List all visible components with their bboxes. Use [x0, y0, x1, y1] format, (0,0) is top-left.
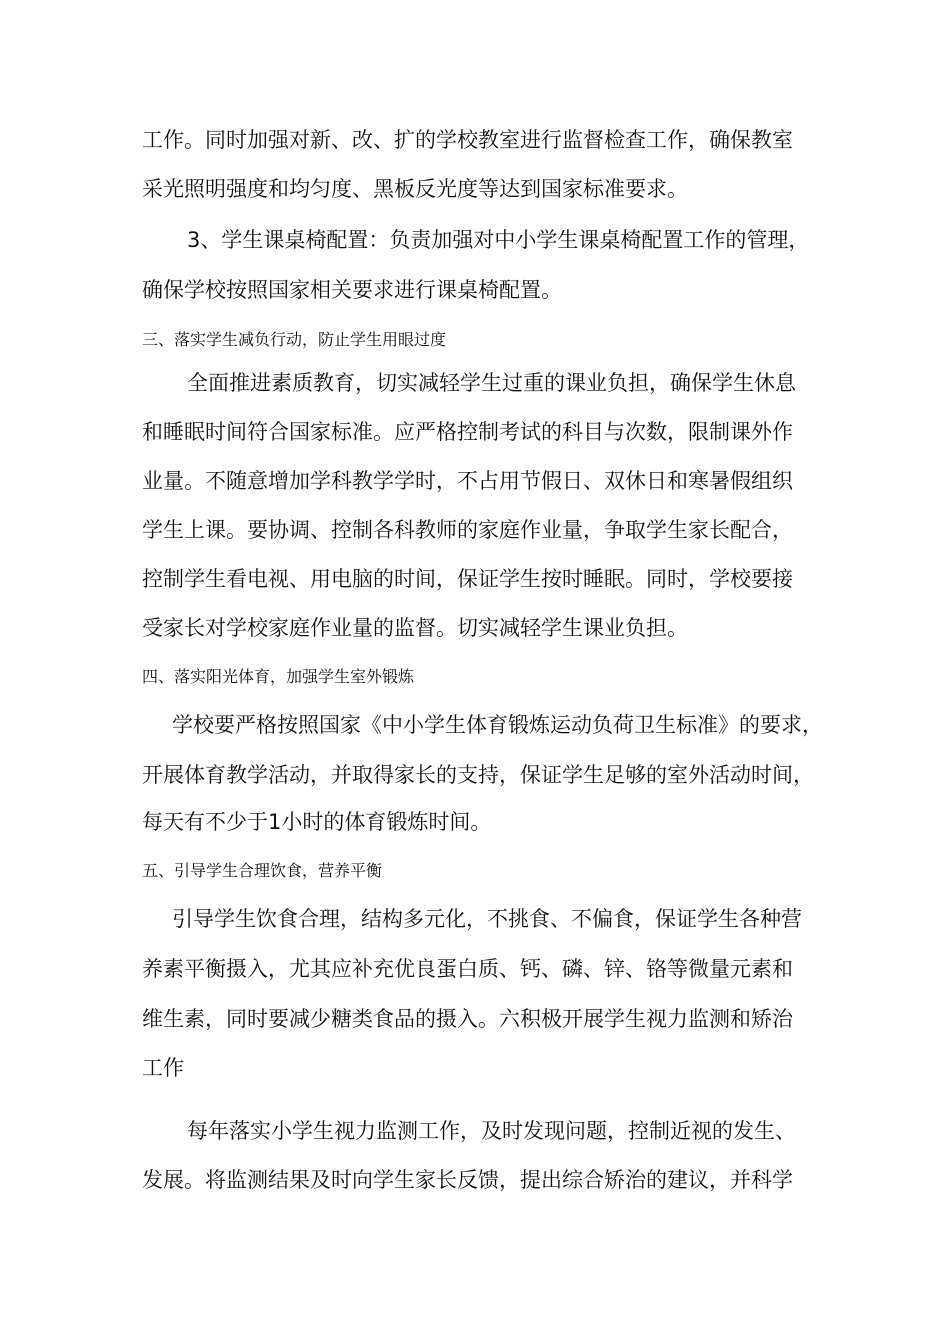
body-text-line: 确保学校按照国家相关要求进行课桌椅配置。 [142, 278, 562, 302]
body-text-line: 全面推进素质教育，切实减轻学生过重的课业负担，确保学生休息 [187, 371, 796, 395]
body-text-line: 控制学生看电视、用电脑的时间，保证学生按时睡眠。同时，学校要接 [142, 567, 793, 591]
body-text-line: 每年落实小学生视力监测工作，及时发现问题，控制近视的发生、 [187, 1119, 796, 1143]
body-text-line: 学校要严格按照国家《中小学生体育锻炼运动负荷卫生标准》的要求， [172, 713, 823, 737]
body-text-line: 受家长对学校家庭作业量的监督。切实减轻学生课业负担。 [142, 616, 688, 640]
body-text-line: 学生上课。要协调、控制各科教师的家庭作业量，争取学生家长配合， [142, 518, 793, 542]
body-text-line: 和睡眠时间符合国家标准。应严格控制考试的科目与次数，限制课外作 [142, 420, 793, 444]
body-text-line: 养素平衡摄入，尤其应补充优良蛋白质、钙、磷、锌、铬等微量元素和 [142, 957, 793, 981]
body-text-line: 引导学生饮食合理，结构多元化，不挑食、不偏食，保证学生各种营 [172, 907, 802, 931]
body-text-line: 发展。将监测结果及时向学生家长反馈，提出综合矫治的建议，并科学 [142, 1168, 793, 1192]
body-text-line: 工作。同时加强对新、改、扩的学校教室进行监督检查工作，确保教室 [142, 128, 793, 152]
section-heading: 三、落实学生减负行动，防止学生用眼过度 [142, 330, 447, 349]
section-heading: 五、引导学生合理饮食，营养平衡 [142, 861, 383, 880]
body-text-line: 3、学生课桌椅配置：负责加强对中小学生课桌椅配置工作的管理， [187, 228, 810, 252]
section-heading: 四、落实阳光体育，加强学生室外锻炼 [142, 667, 415, 686]
body-text-line: 每天有不少于1小时的体育锻炼时间。 [142, 810, 492, 834]
body-text-line: 开展体育教学活动，并取得家长的支持，保证学生足够的室外活动时间， [142, 763, 814, 787]
body-text-line: 业量。不随意增加学科教学学时，不占用节假日、双休日和寒暑假组织 [142, 469, 793, 493]
body-text-line: 采光照明强度和均匀度、黑板反光度等达到国家标准要求。 [142, 177, 688, 201]
body-text-line: 维生素，同时要减少糖类食品的摄入。六积极开展学生视力监测和矫治 [142, 1007, 793, 1031]
body-text-line: 工作 [142, 1056, 184, 1080]
